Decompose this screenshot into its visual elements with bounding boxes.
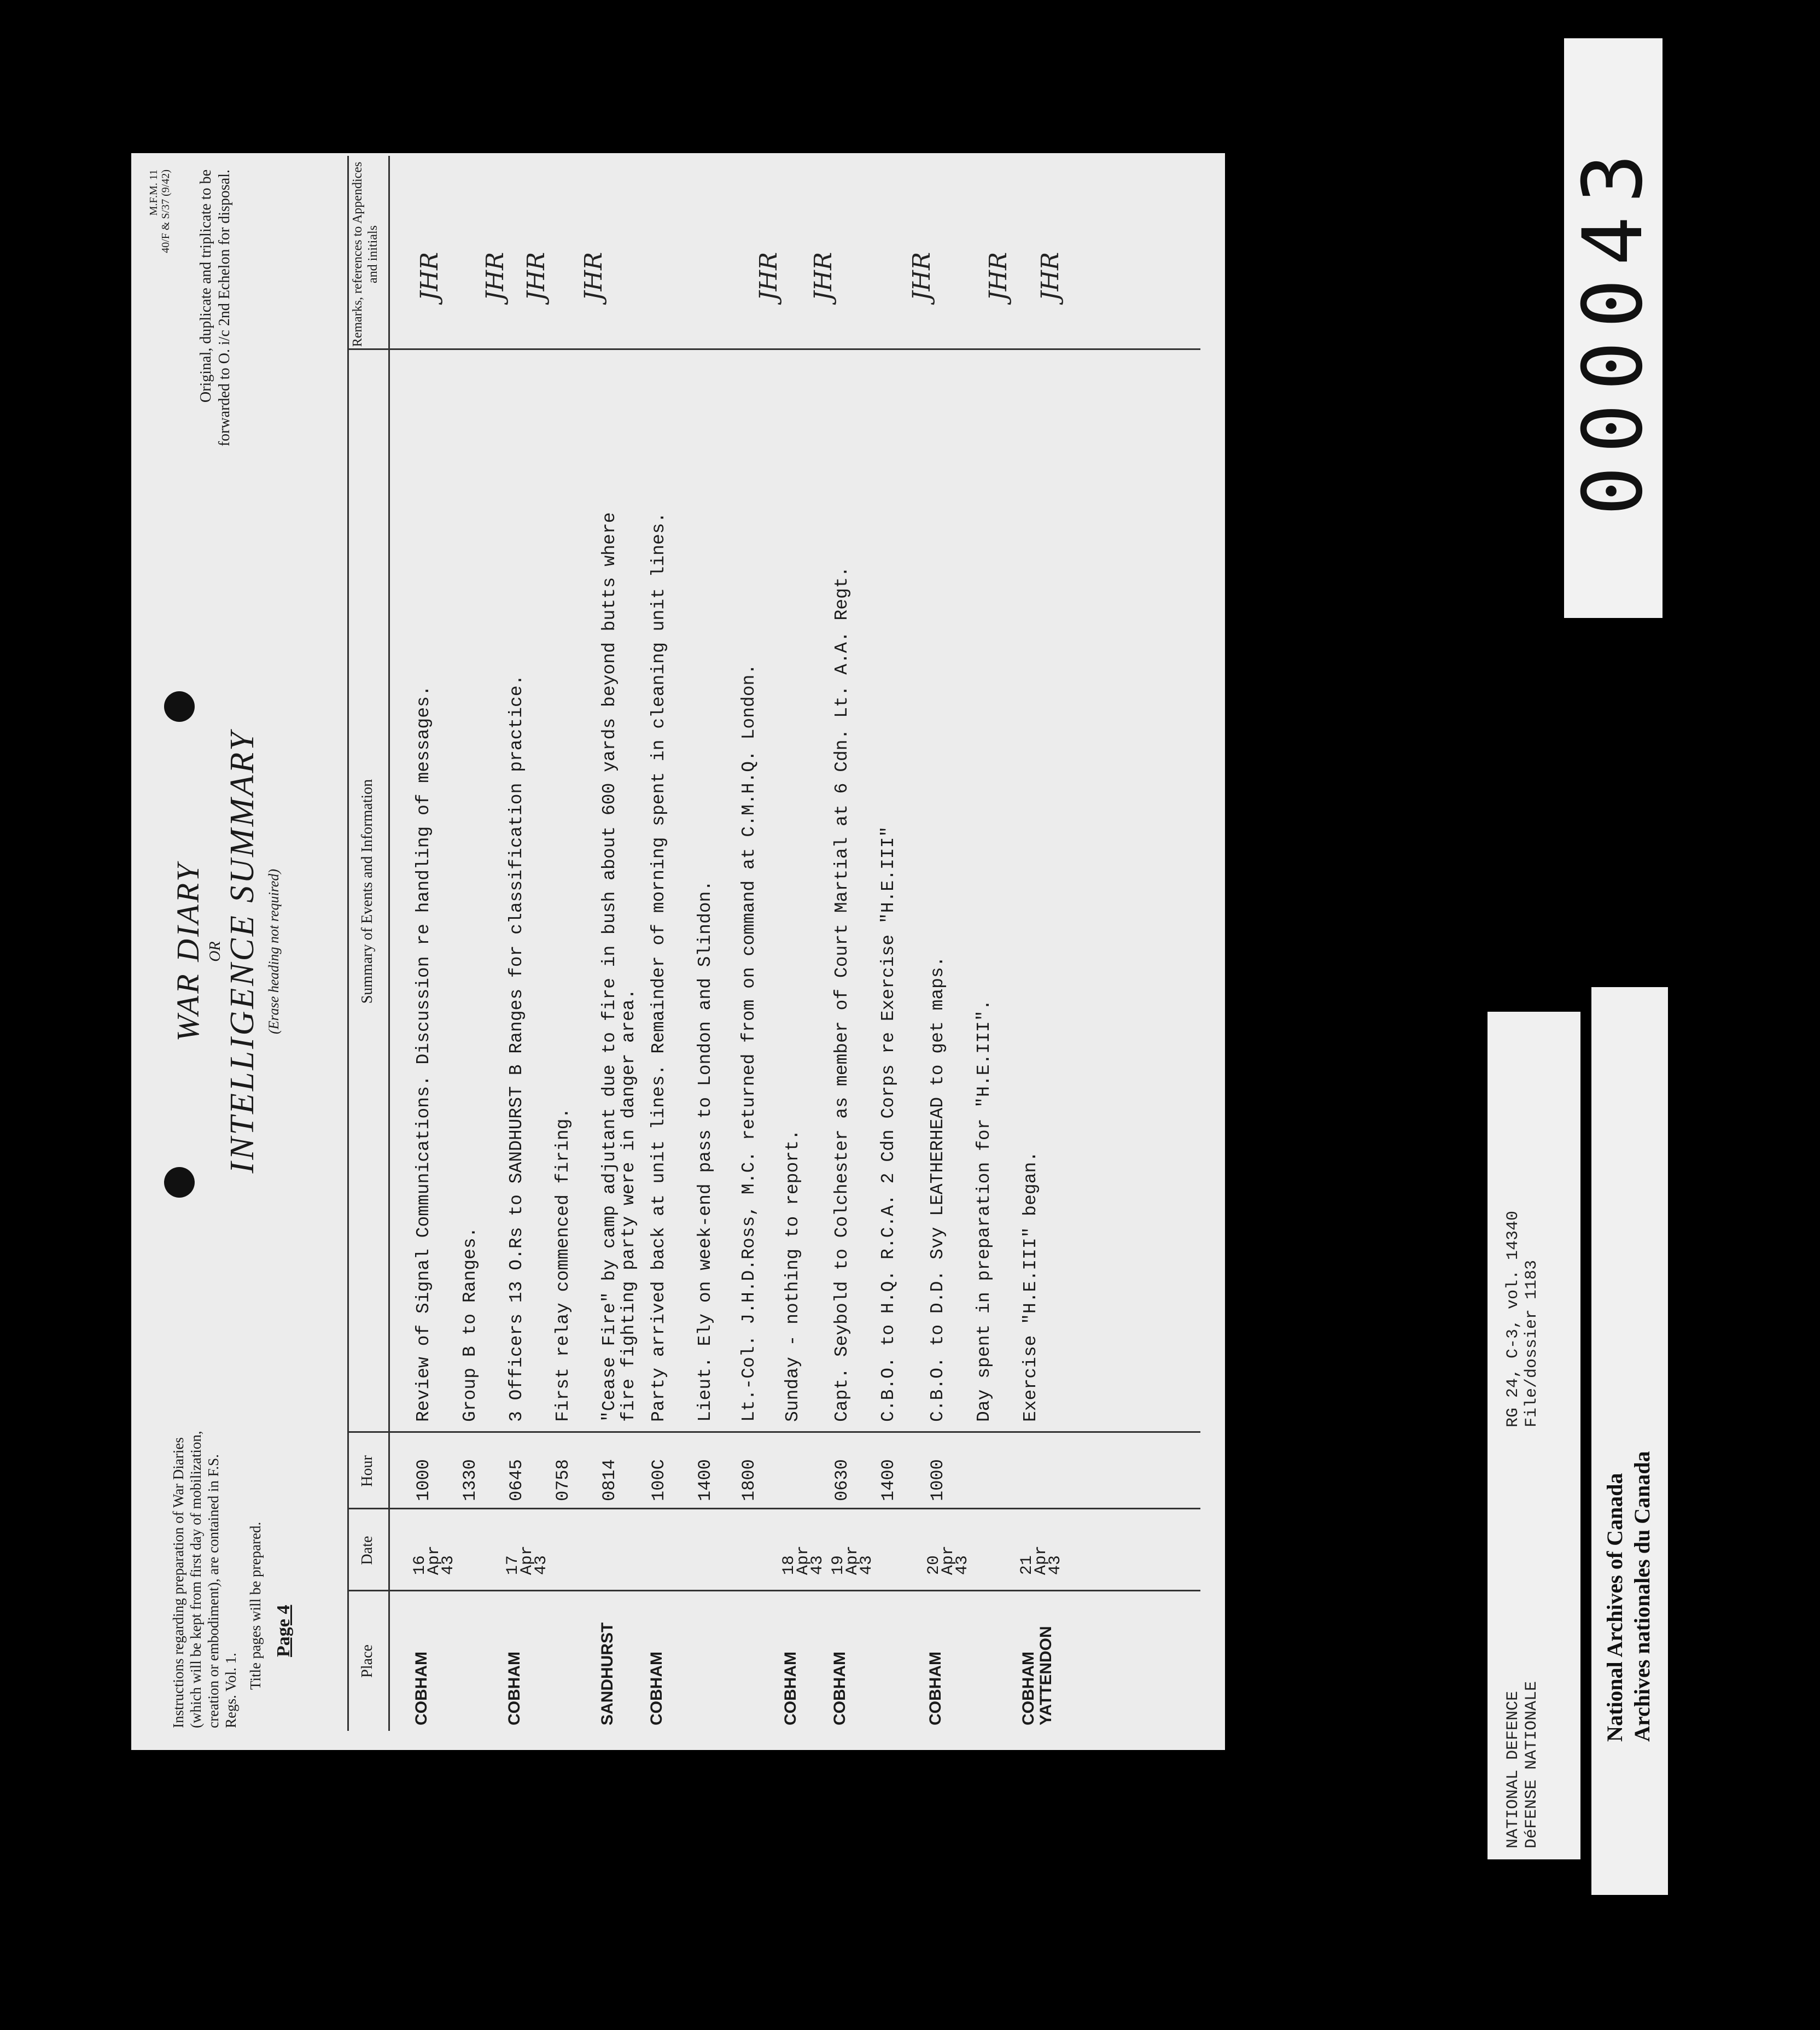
page-number: Page 4 (273, 1605, 294, 1657)
entry-date: 21 Apr 43 (1018, 1545, 1065, 1575)
entry-date: 18 Apr 43 (780, 1545, 827, 1575)
entry-hour: 0645 (506, 1459, 527, 1501)
entry-place: SANDHURST (598, 1622, 616, 1725)
entry-summary: Lt.-Col. J.H.D.Ross, M.C. returned from on command at C.M.H.Q. London. (739, 663, 759, 1422)
entry-hour: 1800 (739, 1459, 759, 1501)
title-war-diary: WAR DIARY (170, 861, 206, 1042)
entry-date: 17 Apr 43 (504, 1545, 551, 1575)
entry-summary: fire fighting party were in danger area. (619, 988, 639, 1422)
form-code: M.F.M. 11 40/F & S/37 (9/42) (148, 170, 172, 253)
entry-hour: 0758 (553, 1459, 573, 1501)
col-place: Place (359, 1644, 376, 1678)
archive-ref1: RG 24, C-3, vol. 14340 (1504, 1210, 1522, 1427)
entry-summary: Exercise "H.E.III" began. (1020, 1151, 1041, 1422)
entry-summary: C.B.O. to H.Q. R.C.A. 2 Cdn Corps re Exercise "H.E.III" (878, 826, 899, 1422)
entry-hour: 1400 (695, 1459, 715, 1501)
entry-hour: 1400 (878, 1459, 899, 1501)
entry-hour: 1000 (928, 1459, 948, 1501)
col-remarks: Remarks, references to Appendices and initials (351, 161, 380, 347)
archives-en: National Archives of Canada (1602, 1473, 1627, 1742)
frame-number: 000043 (1566, 141, 1661, 516)
initials-signature: JHR (984, 252, 1012, 301)
entry-place: COBHAM (926, 1652, 944, 1725)
initials-signature: JHR (580, 252, 608, 301)
initials-signature: JHR (908, 252, 936, 301)
title-pages-note: Title pages will be prepared. (247, 1521, 264, 1690)
entry-date: 19 Apr 43 (829, 1545, 876, 1575)
national-archives-label (1591, 987, 1668, 1895)
title-erase-note: (Erase heading not required) (266, 868, 282, 1035)
entry-place: COBHAM YATTENDON (1019, 1626, 1055, 1725)
initials-signature: JHR (481, 252, 509, 301)
defence-line1: NATIONAL DEFENCE (1504, 1690, 1522, 1848)
entry-summary: Day spent in preparation for "H.E.III". (974, 999, 994, 1422)
war-diary-page (131, 153, 1225, 1750)
title-or: OR (207, 941, 224, 962)
entry-hour: 1000 (413, 1459, 434, 1501)
initials-signature: JHR (809, 252, 837, 301)
instructions-text: Instructions regarding preparation of War Diaries (which will be kept from first day of mobilization, creation or embodiment), are contained in F.S. Regs. Vol. 1. (170, 1431, 239, 1728)
initials-signature: JHR (1036, 252, 1064, 301)
initials-signature: JHR (755, 252, 783, 301)
entry-place: COBHAM (648, 1652, 666, 1725)
title-intelligence-summary: INTELLIGENCE SUMMARY (224, 730, 261, 1174)
entry-summary: Party arrived back at unit lines. Remainder of morning spent in cleaning unit lines. (649, 512, 669, 1422)
entry-summary: Sunday - nothing to report. (783, 1129, 803, 1422)
initials-signature: JHR (522, 252, 550, 301)
defence-label (1488, 1012, 1580, 1859)
entry-summary: Group B to Ranges. (460, 1227, 480, 1422)
distribution-note: Original, duplicate and triplicate to be forwarded to O. i/c 2nd Echelon for disposal. (197, 170, 233, 447)
entry-place: COBHAM (781, 1652, 800, 1725)
entry-place: COBHAM (505, 1652, 523, 1725)
col-hour: Hour (359, 1455, 376, 1487)
entry-date: 20 Apr 43 (925, 1545, 972, 1575)
defence-line2: DéFENSE NATIONALE (1522, 1681, 1541, 1848)
entry-hour: 1330 (460, 1459, 480, 1501)
entry-place: COBHAM (831, 1652, 849, 1725)
archives-fr: Archives nationales du Canada (1630, 1451, 1654, 1742)
entry-summary: C.B.O. to D.D. Svy LEATHERHEAD to get maps. (928, 956, 948, 1422)
entry-summary: Review of Signal Communications. Discussion re handling of messages. (413, 685, 434, 1422)
entry-hour: 0630 (832, 1459, 852, 1501)
entry-summary: 3 Officers 13 O.Rs to SANDHURST B Ranges for classification practice. (506, 674, 527, 1422)
frame-number-strip (1564, 38, 1662, 618)
entry-summary: "Cease Fire" by camp adjutant due to fire in bush about 600 yards beyond butts where (599, 512, 620, 1422)
col-date: Date (359, 1536, 376, 1565)
col-summary: Summary of Events and Information (359, 779, 376, 1004)
entry-hour: 0814 (599, 1459, 620, 1501)
entry-hour: 100C (649, 1459, 669, 1501)
entry-summary: First relay commenced firing. (553, 1107, 573, 1422)
initials-signature: JHR (416, 252, 444, 301)
entry-summary: Capt. Seybold to Colchester as member of Court Martial at 6 Cdn. Lt. A.A. Regt. (832, 566, 852, 1422)
archive-ref2: File/dossier 1183 (1522, 1259, 1541, 1427)
entry-date: 16 Apr 43 (411, 1545, 458, 1575)
entry-place: COBHAM (412, 1652, 430, 1725)
form-content (131, 153, 1225, 1750)
entry-summary: Lieut. Ely on week-end pass to London and Slindon. (695, 880, 715, 1422)
